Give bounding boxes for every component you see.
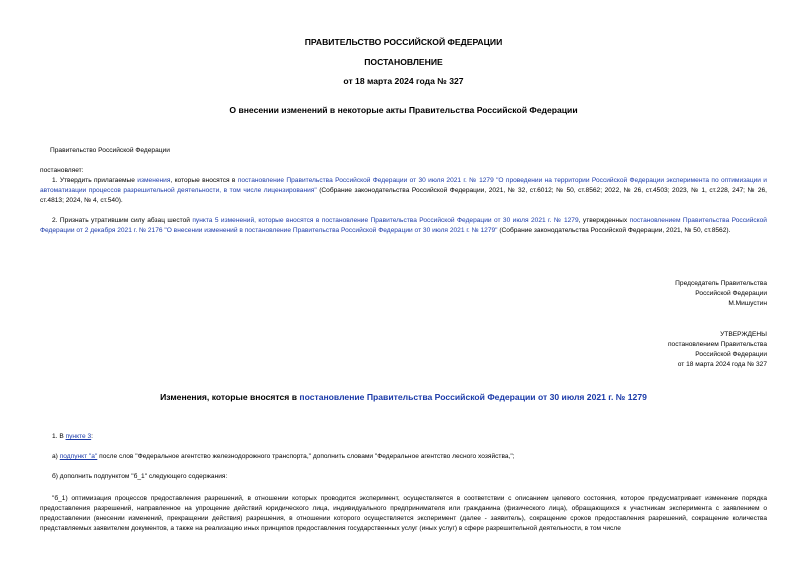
- document-title: О внесении изменений в некоторые акты Правительства Российской Федерации: [229, 105, 578, 115]
- approval-date: от 18 марта 2024 года № 327: [677, 361, 767, 368]
- approval-by: постановлением Правительства: [667, 341, 767, 348]
- document-date-number: от 18 марта 2024 года № 327: [343, 76, 464, 86]
- government-heading: ПРАВИТЕЛЬСТВО РОССИЙСКОЙ ФЕДЕРАЦИИ: [304, 37, 503, 47]
- issuer: Правительство Российской Федерации: [50, 147, 170, 154]
- paragraph-2: 2. Признать утратившим силу абзац шестой пункта 5 изменений, которые вносятся в постановление Правительства Российской Федерации от 30 июля 2021 г. № 1279, утвержденных постановлением Правительства Российской Федерации от 2 декабря 2021 г. № 2176 "О внесении изменений в постановление Правительства Российской Федерации от 30 июля 2021 г. № 1279" (Собрание законодательства Российской Федерации, 2021, № 50, ст.8562).: [40, 217, 767, 234]
- link-changes-title-decree[interactable]: постановление Правительства Российской Федерации от 30 июля 2021 г. № 1279: [299, 392, 647, 402]
- link-item-5[interactable]: пункта 5 изменений, которые вносятся в постановление Правительства Российской Федерации от 30 июля 2021 г. № 1279: [192, 217, 579, 224]
- item-b: б) дополнить подпунктом "б_1" следующего содержания:: [52, 473, 228, 480]
- signature-title: Председатель Правительства: [675, 280, 767, 287]
- paragraph-1: 1. Утвердить прилагаемые изменения, которые вносятся в постановление Правительства Российской Федерации от 30 июля 2021 г. № 1279 "О проведении на территории Российской Федерации эксперимента по оптимизации и автоматизации процессов разрешительной деятельности, в том числе лицензирования" (Собрание законодательства Российской Федерации, 2021, № 32, ст.6012; № 50, ст.8562; 2022, № 26, ст.4503; 2023, № 1, ст.228, 247; № 26, ст.4813; 2024, № 4, ст.540).: [40, 177, 767, 204]
- item-1: 1. В пункте 3:: [52, 433, 93, 440]
- item-a: а) подпункт "а" после слов "Федеральное агентство железнодорожного транспорта," дополнить словами "Федеральное агентство лесного хозяйства,";: [52, 453, 515, 460]
- document-type: ПОСТАНОВЛЕНИЕ: [364, 57, 443, 67]
- link-decree-1279[interactable]: постановление Правительства Российской Федерации от 30 июля 2021 г. № 1279 "О проведении на территории Российской Федерации эксперимента по оптимизации и автоматизации процессов разрешительной деятельности, в том числе лицензирования": [40, 177, 767, 194]
- link-item-3[interactable]: пункте 3: [65, 433, 92, 440]
- signature-name: М.Мишустин: [728, 300, 767, 307]
- decrees-word: постановляет:: [40, 167, 84, 174]
- approval-country: Российской Федерации: [695, 351, 767, 358]
- quoted-text: "б_1) оптимизация процессов предоставления разрешений, в отношении которых проводится эксперимент, осуществляется в соответствии с описанием целевого состояния, которое предусматривает изменение порядка предоставления разрешений, направленное на упрощение действий юридического лица, индивидуального предпринимателя или гражданина (физического лица), обращающихся к участникам эксперимента с заявлением о предоставлении (внесении изменений, прекращении действия) разрешения, в отношении которого осуществляется эксперимент (далее - заявитель), сокращение сроков предоставления разрешений, сокращение количества представляемых заявителем документов, а также на реализацию иных принципов предоставления государственных услуг (иных услуг) в сфере разрешительной деятельности, в том числе: [40, 495, 767, 532]
- signature-country: Российской Федерации: [695, 290, 767, 297]
- link-changes[interactable]: изменения: [137, 177, 171, 184]
- link-subitem-a[interactable]: подпункт "а": [59, 453, 98, 460]
- changes-title: Изменения, которые вносятся в постановление Правительства Российской Федерации от 30 июля 2021 г. № 1279: [160, 392, 647, 402]
- link-decree-2176[interactable]: постановлением Правительства Российской Федерации от 2 декабря 2021 г. № 2176 "О внесении изменений в постановление Правительства Российской Федерации от 30 июля 2021 г. № 1279": [40, 217, 767, 234]
- approval-heading: УТВЕРЖДЕНЫ: [720, 331, 767, 338]
